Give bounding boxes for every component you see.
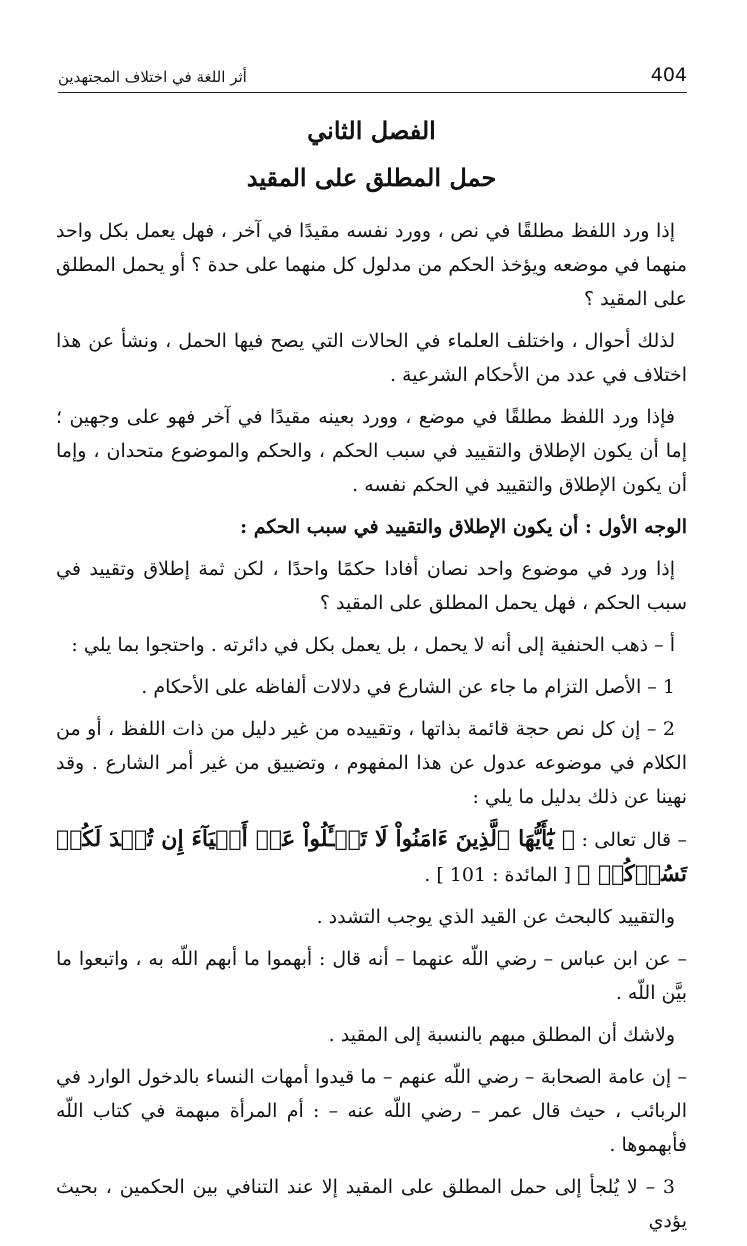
- verse-intro: – قال تعالى :: [581, 829, 687, 851]
- paragraph-9: والتقييد كالبحث عن القيد الذي يوجب التشدد .: [316, 906, 675, 928]
- paragraph-10: – عن ابن عباس – رضي اللّه عنهما – أنه قال : أبهموا ما أبهم اللّه به ، واتبعوا ما بيَّن اللّه .: [56, 948, 687, 1004]
- section-heading-label: الوجه الأول :: [584, 516, 687, 538]
- paragraph-verse: [56, 822, 687, 892]
- paragraph-3: فإذا ورد اللفظ مطلقًا في موضع ، وورد بعينه مقيدًا في آخر فهو على وجهين ؛ إما أن يكون الإطلاق والتقييد في سبب الحكم ، والحكم والموضوع متحدان ، وإما أن يكون الإطلاق والتقييد في الحكم نفسه .: [56, 406, 687, 496]
- paragraph-12: – إن عامة الصحابة – رضي اللّه عنهم – ما قيدوا أمهات النساء بالدخول الوارد في الربائب ، حيث قال عمر – رضي اللّه عنه – : أم المرأة مبهمة في كتاب اللّه فأبهموها .: [56, 1066, 687, 1156]
- paragraph-1: إذا ورد اللفظ مطلقًا في نص ، وورد نفسه مقيدًا في آخر ، فهل يعمل بكل واحد منهما في موضعه ويؤخذ الحكم من مدلول كل منهما على حدة ؟ أو يحمل المطلق على المقيد ؟: [56, 220, 687, 310]
- section-heading-text: أن يكون الإطلاق والتقييد في سبب الحكم :: [240, 516, 579, 538]
- verse-reference: [ المائدة : 101 ] .: [424, 864, 572, 886]
- paragraph-4: إذا ورد في موضوع واحد نصان أفادا حكمًا واحدًا ، لكن ثمة إطلاق وتقييد في سبب الحكم ، فهل يحمل المطلق على المقيد ؟: [56, 558, 687, 614]
- running-title: أثر اللغة في اختلاف المجتهدين: [58, 68, 247, 86]
- paragraph-2: لذلك أحوال ، واختلف العلماء في الحالات التي يصح فيها الحمل ، ونشأ عن هذا اختلاف في عدد من الأحكام الشرعية .: [56, 330, 687, 386]
- paragraph-5: أ – ذهب الحنفية إلى أنه لا يحمل ، بل يعمل بكل في دائرته . واحتجوا بما يلي :: [71, 634, 675, 656]
- section-heading: [56, 510, 687, 544]
- paragraph-13: 3 – لا يُلجأ إلى حمل المطلق على المقيد إلا عند التنافي بين الحكمين ، بحيث يؤدي: [56, 1176, 687, 1232]
- chapter-title: الفصل الثاني: [307, 116, 436, 145]
- chapter-subtitle: حمل المطلق على المقيد: [246, 163, 497, 192]
- page-number: 404: [650, 64, 687, 86]
- page-content: [56, 112, 687, 1246]
- paragraph-11: ولاشك أن المطلق مبهم بالنسبة إلى المقيد .: [328, 1024, 675, 1046]
- quran-verse: ﴿ يَٰٓأَيُّهَا ٱلَّذِينَ ءَامَنُواْ لَا تَسۡـَٔلُواْ عَنۡ أَشۡيَآءَ إِن تُبۡدَ لَكُمۡ تَسُؤۡكُمۡ ﴾: [56, 826, 687, 887]
- page-header: [58, 58, 687, 93]
- paragraph-7: 2 – إن كل نص حجة قائمة بذاتها ، وتقييده من غير دليل من ذات اللفظ ، أو من الكلام في موضوعه عدول عن هذا المفهوم ، وتضييق من غير أمر الشارع . وقد نهينا عن ذلك بدليل ما يلي :: [56, 718, 687, 808]
- paragraph-6: 1 – الأصل التزام ما جاء عن الشارع في دلالات ألفاظه على الأحكام .: [141, 676, 675, 698]
